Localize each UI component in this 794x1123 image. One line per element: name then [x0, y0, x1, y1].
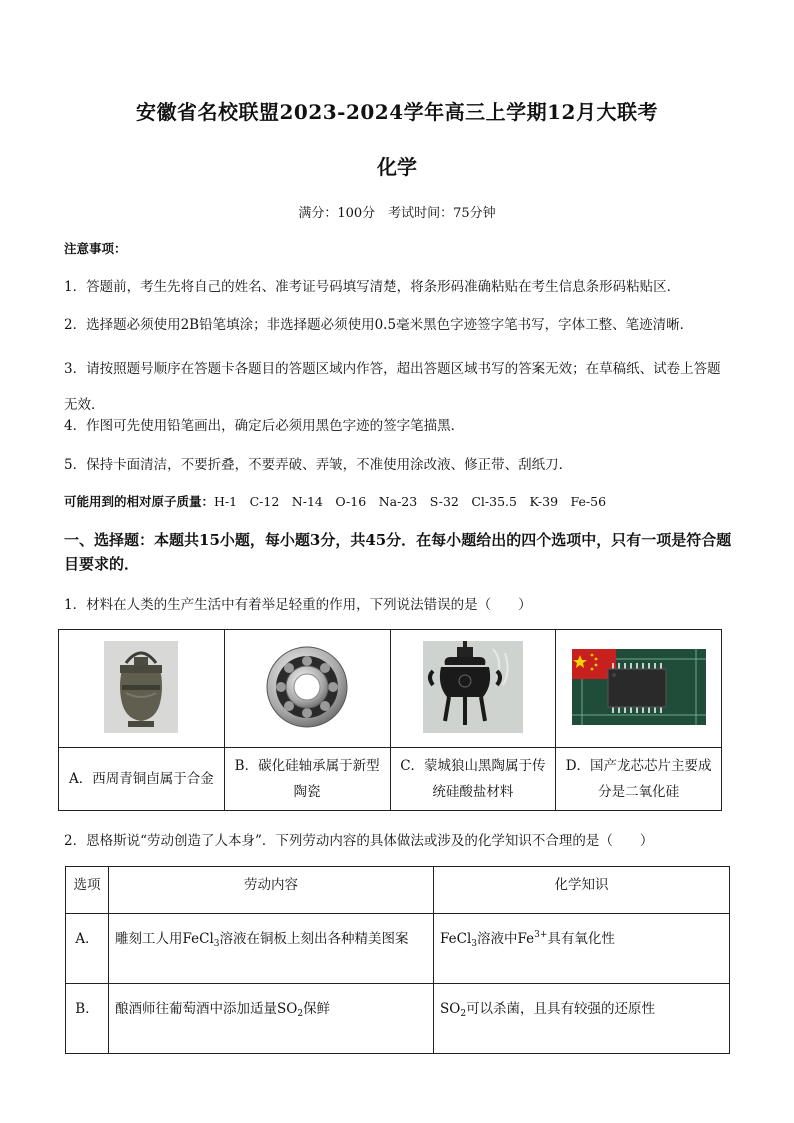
- option-d-image-cell: [556, 630, 722, 748]
- exam-meta: 满分：100分 考试时间：75分钟: [298, 206, 496, 221]
- table-row: [66, 984, 730, 1054]
- atomic-masses-label: 可能用到的相对原子质量：: [64, 494, 215, 509]
- notice-item: 5．保持卡面清洁，不要折叠，不要弄破、弄皱，不准使用涂改液、修正带、刮纸刀．: [64, 457, 573, 473]
- option-d-text: D．国产龙芯芯片主要成分是二氧化硅: [556, 748, 722, 811]
- option-c-text: C．蒙城狼山黑陶属于传统硅酸盐材料: [390, 748, 556, 811]
- atomic-masses-values: H-1 C-12 N-14 O-16 Na-23 S-32 Cl-35.5 K-39 Fe-56: [214, 494, 607, 509]
- header-labor: 劳动内容: [109, 867, 434, 914]
- row-labor: 雕刻工人用FeCl$_3$溶液在铜板上刻出各种精美图案: [109, 914, 434, 984]
- option-a-text: A．西周青铜卣属于合金: [59, 748, 225, 811]
- row-labor: 酿酒师往葡萄酒中添加适量$SO_2$保鲜: [109, 984, 434, 1054]
- atomic-masses: [64, 490, 734, 514]
- subject-title: 化学: [377, 155, 417, 179]
- row-chemistry: $SO_2$可以杀菌，且具有较强的还原性: [434, 984, 730, 1054]
- black-pottery-icon: [423, 641, 523, 733]
- question-2-table: [65, 866, 730, 1054]
- option-a-image-cell: [59, 630, 225, 748]
- notice-item: 1．答题前，考生先将自己的姓名、准考证号码填写清楚，将条形码准确粘贴在考生信息条形码粘贴区．: [64, 279, 681, 295]
- header-chemistry: 化学知识: [434, 867, 730, 914]
- option-c-image-cell: [390, 630, 556, 748]
- question-2-stem: 2．恩格斯说“劳动创造了人本身”．下列劳动内容的具体做法或涉及的化学知识不合理的是（ ）: [64, 833, 654, 849]
- row-chemistry: FeCl$_3$溶液中$Fe^{3+}$具有氧化性: [434, 914, 730, 984]
- bronze-vessel-icon: [104, 641, 178, 733]
- notice-heading: 注意事项：: [64, 241, 127, 256]
- question-1-stem: 1．材料在人类的生产生活中有着举足轻重的作用，下列说法错误的是（ ）: [64, 597, 532, 613]
- chip-icon: [572, 649, 706, 725]
- table-header-row: [66, 867, 730, 914]
- notice-item: 3．请按照题号顺序在答题卡各题目的答题区域内作答，超出答题区域书写的答案无效；在草稿纸、试卷上答题无效．: [64, 361, 721, 413]
- row-option: A．: [66, 914, 109, 984]
- bearing-icon: [265, 645, 349, 729]
- option-b-image-cell: [224, 630, 390, 748]
- notice-item: 2．选择题必须使用2B铅笔填涂；非选择题必须使用0.5毫米黑色字迹签字笔书写，字体工整、笔迹清晰．: [64, 317, 694, 333]
- option-b-text: B．碳化硅轴承属于新型陶瓷: [224, 748, 390, 811]
- header-option: 选项: [66, 867, 109, 914]
- exam-title: 安徽省名校联盟2023-2024学年高三上学期12月大联考: [136, 100, 658, 124]
- question-1-table: [58, 629, 722, 811]
- notice-item: 4．作图可先使用铅笔画出，确定后必须用黑色字迹的签字笔描黑．: [64, 418, 465, 434]
- section-heading: 一、选择题：本题共15小题，每小题3分，共45分．在每小题给出的四个选项中，只有一项是符合题目要求的．: [64, 531, 732, 573]
- table-row: [66, 914, 730, 984]
- row-option: B．: [66, 984, 109, 1054]
